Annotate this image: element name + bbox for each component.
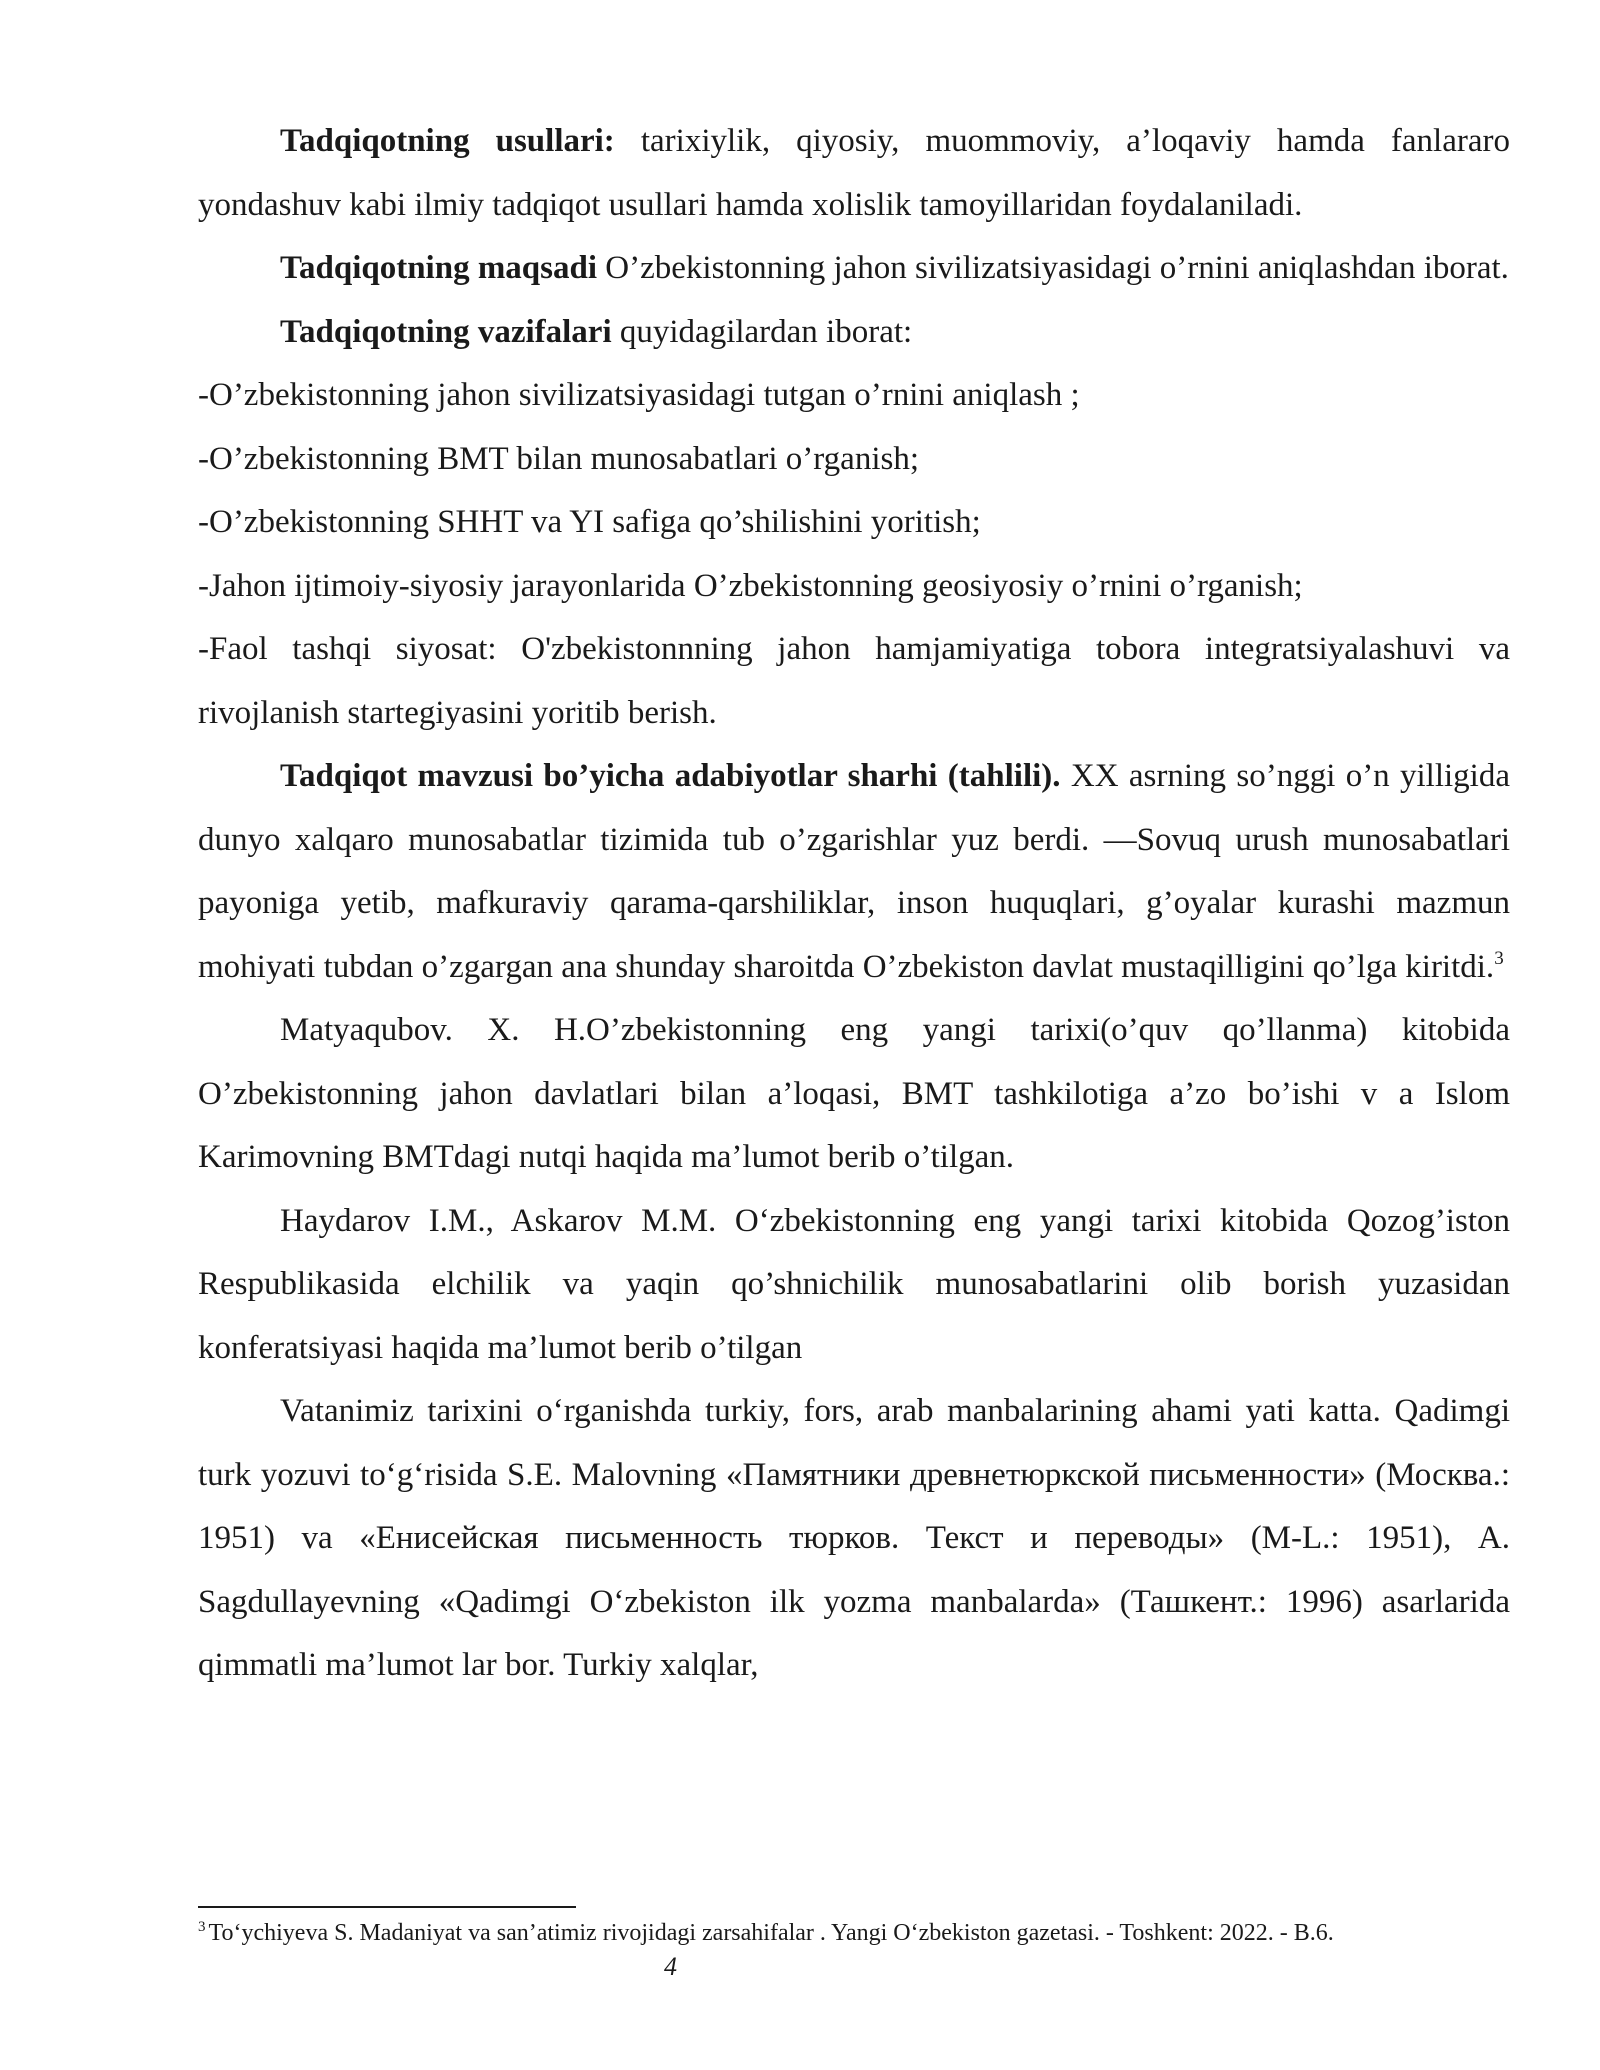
review-text: XX asrning so’nggi o’n yilligida dunyo xalqaro munosabatlar tizimida tub o’zgarishlar yuz berdi. —Sovuq urush munosabatlari payoniga yetib, mafkuraviy qarama-qarshiliklar, inson huquqlari, g’oyalar kurashi mazmun mohiyati tubdan o’zgargan ana shunday sharoitda O’zbekiston davlat mustaqilligini qo’lga kiritdi. [198,758,1510,985]
goal-paragraph [198,237,1510,301]
haydarov-paragraph: Haydarov I.M., Askarov M.M. O‘zbekistonning eng yangi tarixi kitobida Qozog’iston Respublikasida elchilik va yaqin qo’shnichilik munosabatlarini olib borish yuzasidan konferatsiyasi haqida ma’lumot berib o’tilgan [198,1202,1510,1366]
methods-paragraph [198,110,1510,237]
tasks-paragraph [198,301,1510,365]
page-number: 4 [664,1952,677,1981]
goal-text: O’zbekistonning jahon sivilizatsiyasidagi o’rnini aniqlashdan iborat. [597,250,1509,286]
task-item: -O’zbekistonning BMT bilan munosabatlari o’rganish; [198,440,920,477]
footnote-number: 3 [198,1919,206,1935]
methods-text: tarixiylik, qiyosiy, muommoviy, a’loqaviy hamda fanlararo yondashuv kabi ilmiy tadqiqot usullari hamda xolislik tamoyillaridan foydalaniladi. [198,123,1510,223]
footnote [198,1916,1510,1950]
document-page [198,110,1510,1698]
review-heading: Tadqiqot mavzusi bo’yicha adabiyotlar sharhi (tahlili). [280,758,1061,794]
matyaqubov-paragraph: Matyaqubov. X. H.O’zbekistonning eng yangi tarixi(o’quv qo’llanma) kitobida O’zbekistonning jahon davlatlari bilan a’loqasi, BMT tashkilotiga a’zo bo’ishi v a Islom Karimovning BMTdagi nutqi haqida ma’lumot berib o’tilgan. [198,1012,1510,1175]
vatanimiz-paragraph: Vatanimiz tarixini o‘rganishda turkiy, fors, arab manbalarining ahami yati katta. Qadimgi turk yozuvi to‘g‘risida S.E. Malovning «Памятники древнетюркской письменности» (Москва.: 1951) va «Енисейская письменность тюрков. Текст и переводы» (M-L.: 1951), A. Sagdullayevning «Qadimgi O‘zbekiston ilk yozma manbalarda» (Ташкент.: 1996) asarlarida qimmatli ma’lumot lar bor. Turkiy xalqlar, [198,1393,1510,1683]
methods-heading: Tadqiqotning usullari: [280,123,615,159]
task-item: -O’zbekistonning SHHT va YI safiga qo’shilishini yoritish; [198,504,981,540]
goal-heading: Tadqiqotning maqsadi [280,250,598,286]
tasks-text: quyidagilardan iborat: [611,313,913,350]
footnote-separator [198,1906,576,1908]
footnote-text: To‘ychiyeva S. Madaniyat va san’atimiz rivojidagi zarsahifalar . Yangi O‘zbekiston gazetasi. - Toshkent: 2022. - B.6. [208,1920,1334,1946]
task-item: -Jahon ijtimoiy-siyosiy jarayonlarida O’zbekistonning geosiyosiy o’rnini o’rganish; [198,567,1303,604]
tasks-heading: Tadqiqotning vazifalari [280,313,612,350]
review-paragraph [198,745,1510,999]
footnote-reference[interactable]: 3 [1494,947,1504,969]
task-item: -O’zbekistonning jahon sivilizatsiyasidagi tutgan o’rnini aniqlash ; [198,377,1080,413]
task-item: -Faol tashqi siyosat: O'zbekistonnning jahon hamjamiyatiga tobora integratsiyalashuvi va rivojlanish startegiyasini yoritib berish. [198,631,1510,731]
